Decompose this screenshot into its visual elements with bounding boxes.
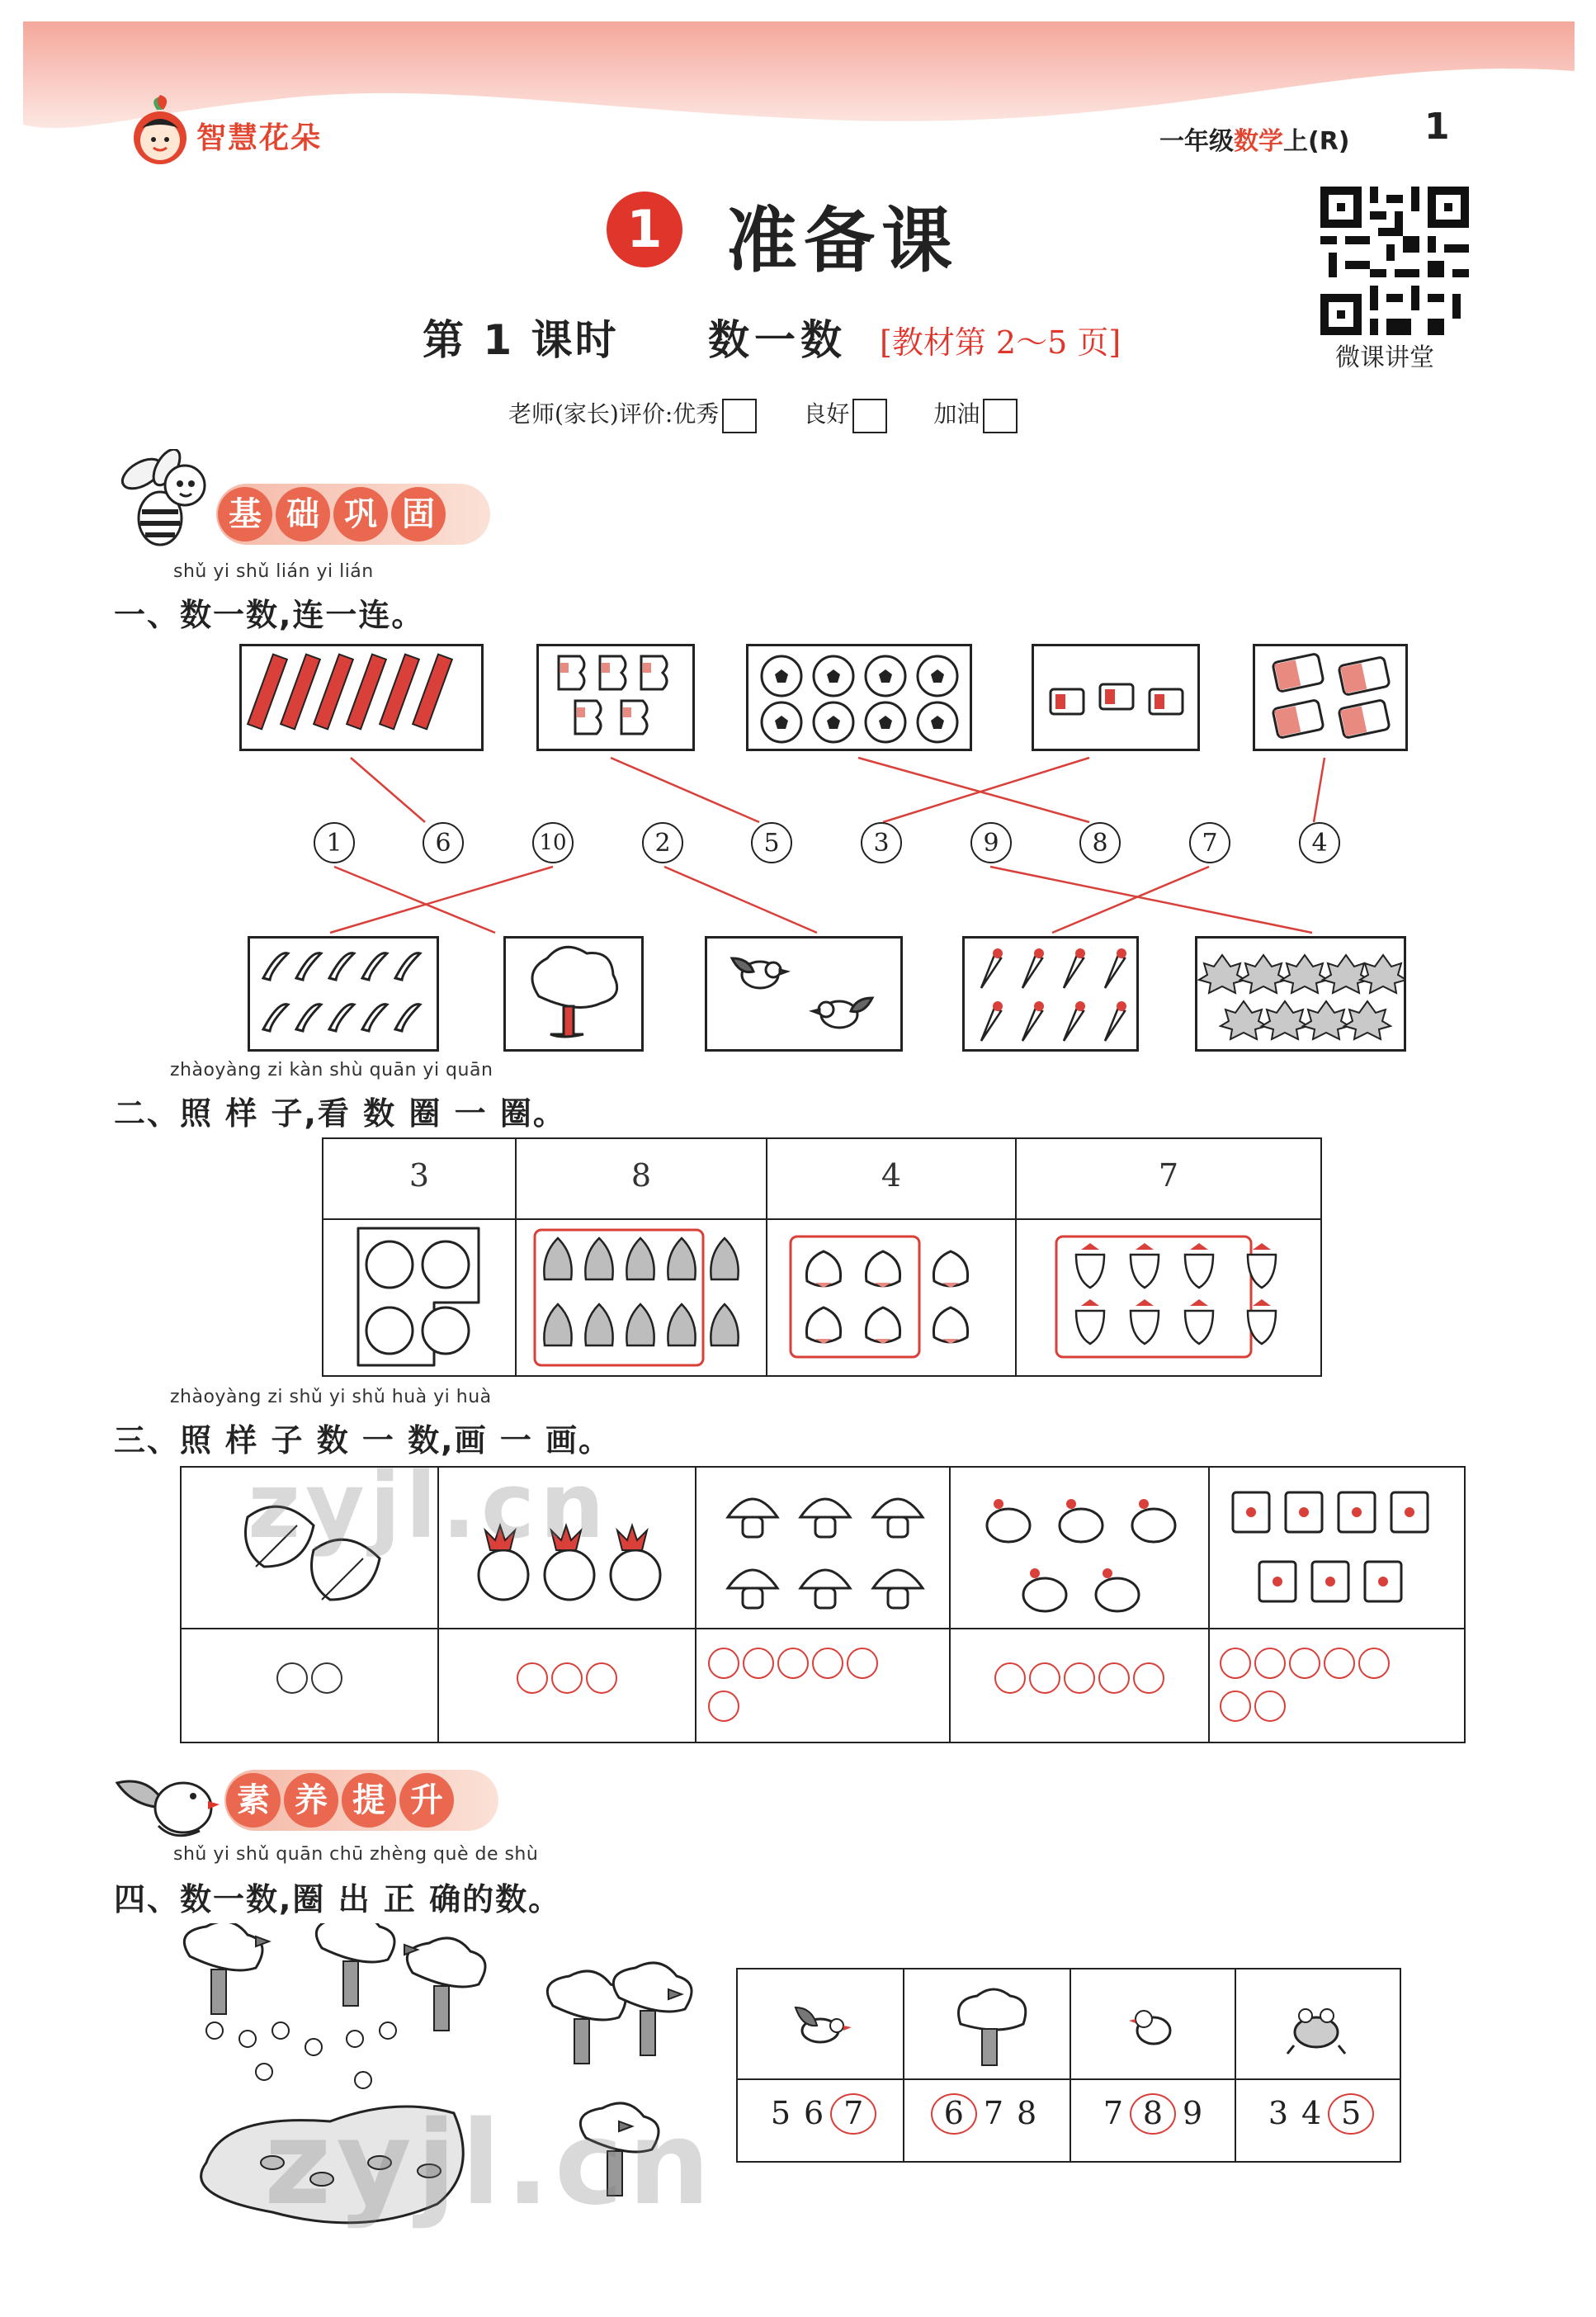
- subject-label: 数学: [1234, 127, 1283, 156]
- q4-option-circled[interactable]: 6: [931, 2093, 977, 2135]
- brand-name: 智慧花朵: [196, 121, 323, 155]
- q4-option-circled[interactable]: 5: [1328, 2093, 1374, 2135]
- q2-header-cell: 4: [881, 1157, 902, 1194]
- lesson-label: 第 1 课时: [423, 316, 619, 364]
- picture-box-leaves: [1195, 936, 1406, 1052]
- q2-header-cell: 3: [408, 1157, 430, 1194]
- chapter-title: 准备课: [726, 200, 959, 282]
- badge-char: 素: [226, 1773, 281, 1828]
- q4-options-frog: [1236, 2093, 1400, 2135]
- q3-pinyin: zhàoyàng zi shǔ yi shǔ huà yi huà: [170, 1387, 492, 1407]
- q3-example-circles: [182, 1662, 437, 1694]
- q2-header-cell: 7: [1158, 1157, 1179, 1194]
- number-circle[interactable]: 10: [532, 822, 574, 863]
- q4-icon-tree: [944, 1983, 1035, 2073]
- number-circle[interactable]: 9: [970, 822, 1012, 863]
- bird-mascot-icon: [109, 1750, 224, 1849]
- q3-answer-circles-radishes: [439, 1662, 695, 1694]
- evaluation-label: 老师(家长)评价:: [508, 400, 673, 428]
- q3-answer-circles-chicks: [951, 1662, 1208, 1694]
- q4-options-bird: [738, 2093, 903, 2135]
- q1-connecting-lines: [0, 0, 1596, 1073]
- q4-option[interactable]: 5: [770, 2095, 791, 2131]
- evaluation-option-cheer: 加油: [933, 400, 980, 428]
- number-circle[interactable]: 4: [1299, 822, 1340, 863]
- q2-table: [322, 1137, 1322, 1377]
- q3-title: 三、照 样 子 数 一 数,画 一 画。: [114, 1422, 612, 1459]
- volume-label: 上(R): [1283, 127, 1350, 156]
- q4-option[interactable]: 7: [1103, 2095, 1123, 2131]
- q4-option[interactable]: 6: [804, 2095, 824, 2131]
- q4-table: [736, 1968, 1401, 2163]
- badge-char: 提: [342, 1773, 396, 1828]
- lesson-title: 数一数: [708, 316, 847, 364]
- q4-option[interactable]: 9: [1183, 2095, 1203, 2131]
- q4-icon-frog: [1279, 1994, 1353, 2060]
- q3-picture-mushrooms: [710, 1479, 941, 1624]
- q4-option[interactable]: 3: [1268, 2095, 1288, 2131]
- q4-options-tree: [904, 2093, 1070, 2135]
- grade-label: 一年级: [1159, 127, 1234, 156]
- evaluation-option-excellent: 优秀: [673, 400, 720, 428]
- watermark: zyjl.cn: [248, 1453, 610, 1558]
- q3-picture-mugs: [1223, 1482, 1454, 1623]
- chapter-number: 1: [626, 199, 663, 259]
- q4-option[interactable]: 4: [1301, 2095, 1322, 2131]
- evaluation-option-good: 良好: [803, 400, 850, 428]
- q2-title: 二、照 样 子,看 数 圈 一 圈。: [114, 1095, 566, 1132]
- number-circle[interactable]: 8: [1079, 822, 1121, 863]
- q2-cell-trees: [530, 1225, 754, 1369]
- badge-char: 升: [399, 1773, 454, 1828]
- number-circle[interactable]: 2: [642, 822, 683, 863]
- q2-cell-strawberries: [1051, 1232, 1299, 1364]
- q4-title: 四、数一数,圈 出 正 确的数。: [114, 1881, 562, 1917]
- number-circle[interactable]: 7: [1189, 822, 1230, 863]
- q3-picture-chicks: [966, 1479, 1197, 1624]
- badge-char: 养: [284, 1773, 338, 1828]
- q2-header-cell: 8: [630, 1157, 652, 1194]
- q4-option[interactable]: 8: [1017, 2095, 1037, 2131]
- q4-options-chick: [1071, 2093, 1235, 2135]
- badge-char: 巩: [333, 487, 388, 541]
- page-number: 1: [1424, 106, 1450, 148]
- picture-box-tree: [503, 936, 644, 1052]
- picture-box-birds: [705, 936, 903, 1052]
- number-circle[interactable]: 1: [314, 822, 355, 863]
- lesson-pages: [教材第 2～5 页]: [880, 324, 1121, 361]
- q2-cell-peaches: [786, 1232, 1000, 1364]
- q2-cell-apples: [353, 1225, 485, 1369]
- badge-char: 固: [391, 487, 446, 541]
- q4-option-circled[interactable]: 7: [830, 2093, 876, 2135]
- q1-title: 一、数一数,连一连。: [114, 597, 425, 633]
- number-circle[interactable]: 5: [751, 822, 792, 863]
- watermark: zyjl.cn: [264, 2097, 715, 2231]
- q4-pinyin: shǔ yi shǔ quān chū zhèng què de shù: [173, 1844, 539, 1865]
- q4-icon-chick: [1121, 1998, 1187, 2055]
- q1-pinyin: shǔ yi shǔ lián yi lián: [173, 561, 374, 582]
- q3-answer-circles-mugs: [1218, 1641, 1457, 1727]
- number-circle[interactable]: 6: [423, 822, 464, 863]
- picture-box-bananas: [248, 936, 439, 1052]
- q4-icon-bird: [779, 1989, 862, 2064]
- q3-answer-circles-mushrooms: [706, 1641, 937, 1727]
- q4-option-circled[interactable]: 8: [1130, 2093, 1176, 2135]
- q4-option[interactable]: 7: [983, 2095, 1003, 2131]
- number-circle[interactable]: 3: [861, 822, 902, 863]
- qr-caption: 微课讲堂: [1335, 343, 1434, 372]
- badge-char: 础: [276, 487, 330, 541]
- section-badge-improve: [224, 1770, 498, 1831]
- badge-char: 基: [218, 487, 272, 541]
- picture-box-carrots: [962, 936, 1139, 1052]
- q2-pinyin: zhàoyàng zi kàn shù quān yi quān: [170, 1060, 493, 1080]
